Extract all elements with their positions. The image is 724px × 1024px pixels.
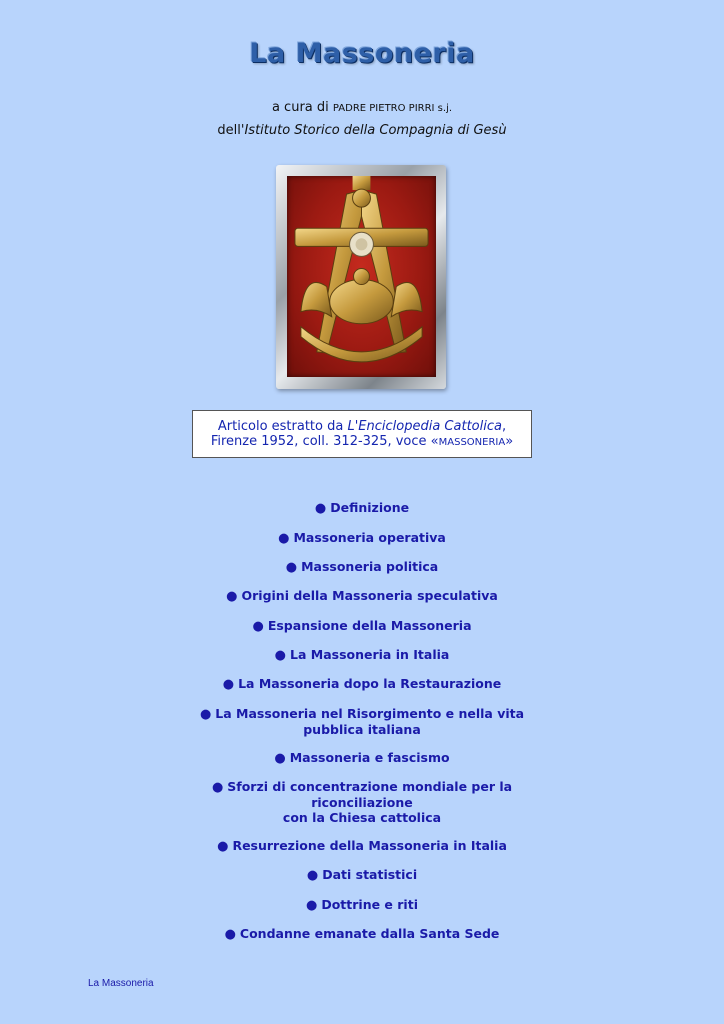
bullet-icon: ● [278, 531, 290, 546]
toc-link-resurrezione[interactable] [160, 838, 564, 854]
entry-name: MASSONERIA [438, 437, 506, 448]
byline-institute [0, 123, 724, 138]
toc-label-line2: riconciliazione [311, 795, 413, 810]
page-footer: La Massoneria [88, 978, 154, 989]
toc-link-dottrine-riti[interactable] [180, 897, 544, 913]
bullet-icon: ● [211, 780, 224, 795]
toc-label-line3: con la Chiesa cattolica [282, 810, 442, 825]
author-name: PADRE PIETRO PIRRI [332, 103, 435, 114]
toc-label: La Massoneria in Italia [290, 647, 450, 662]
bullet-icon: ● [274, 648, 287, 663]
bullet-icon: ● [314, 501, 327, 516]
info-close: » [505, 434, 514, 449]
toc-link-sforzi[interactable] [160, 779, 564, 825]
masonic-emblem-icon [287, 176, 436, 377]
toc-label-line2: pubblica italiana [303, 722, 421, 737]
toc-label: Definizione [330, 500, 410, 515]
toc-label: Condanne emanate dalla Santa Sede [239, 926, 500, 941]
encyclopedia-name: L'Enciclopedia Cattolica [347, 419, 502, 434]
bullet-icon: ● [306, 868, 319, 883]
toc-label: Massoneria politica [301, 559, 439, 574]
toc-link-origini[interactable] [180, 588, 544, 604]
toc-link-fascismo[interactable] [180, 750, 544, 766]
toc-link-espansione[interactable] [180, 618, 544, 634]
bullet-icon: ● [222, 677, 235, 692]
toc-link-italia[interactable] [180, 647, 544, 663]
toc-link-risorgimento[interactable] [160, 706, 564, 737]
info-publication: Firenze 1952, coll. 312-325, voce « [210, 434, 439, 449]
toc-link-dati-statistici[interactable] [180, 867, 544, 883]
bullet-icon: ● [306, 898, 318, 913]
institute-name: Istituto Storico della Compagnia di Gesù [244, 123, 507, 138]
toc-link-restaurazione[interactable] [180, 676, 544, 692]
bullet-icon: ● [226, 589, 238, 604]
toc-label: Dottrine e riti [321, 897, 418, 912]
byline-author [0, 100, 724, 115]
toc-label: La Massoneria dopo la Restaurazione [238, 676, 502, 691]
bullet-icon: ● [224, 927, 236, 942]
info-suffix: , [501, 419, 507, 434]
info-prefix: Articolo estratto da [217, 419, 348, 434]
bullet-icon: ● [285, 560, 298, 575]
bullet-icon: ● [274, 751, 286, 766]
page-title: La Massoneria [249, 38, 475, 69]
institute-prefix: dell' [217, 123, 245, 138]
toc-label: Massoneria operativa [293, 530, 446, 545]
info-line-2 [193, 434, 531, 450]
toc-link-definizione[interactable] [180, 500, 544, 516]
toc-label: Espansione della Massoneria [267, 618, 472, 633]
toc-link-massoneria-politica[interactable] [180, 559, 544, 575]
info-line-1 [193, 419, 531, 434]
toc-label: La Massoneria nel Risorgimento e nella vita [215, 706, 525, 721]
toc-label: Massoneria e fascismo [289, 750, 450, 765]
toc-link-condanne[interactable] [180, 926, 544, 942]
toc-link-massoneria-operativa[interactable] [180, 530, 544, 546]
byline-prefix: a cura di [271, 100, 333, 115]
bullet-icon: ● [252, 619, 264, 634]
emblem-frame [276, 165, 446, 389]
toc-label: Origini della Massoneria speculativa [241, 588, 498, 603]
source-info-box [192, 410, 532, 458]
byline-suffix: s.j. [434, 103, 453, 114]
toc-label: Resurrezione della Massoneria in Italia [232, 838, 507, 853]
toc-label: Sforzi di concentrazione mondiale per la [227, 779, 513, 794]
bullet-icon: ● [199, 707, 212, 722]
toc-label: Dati statistici [322, 867, 418, 882]
bullet-icon: ● [217, 839, 229, 854]
